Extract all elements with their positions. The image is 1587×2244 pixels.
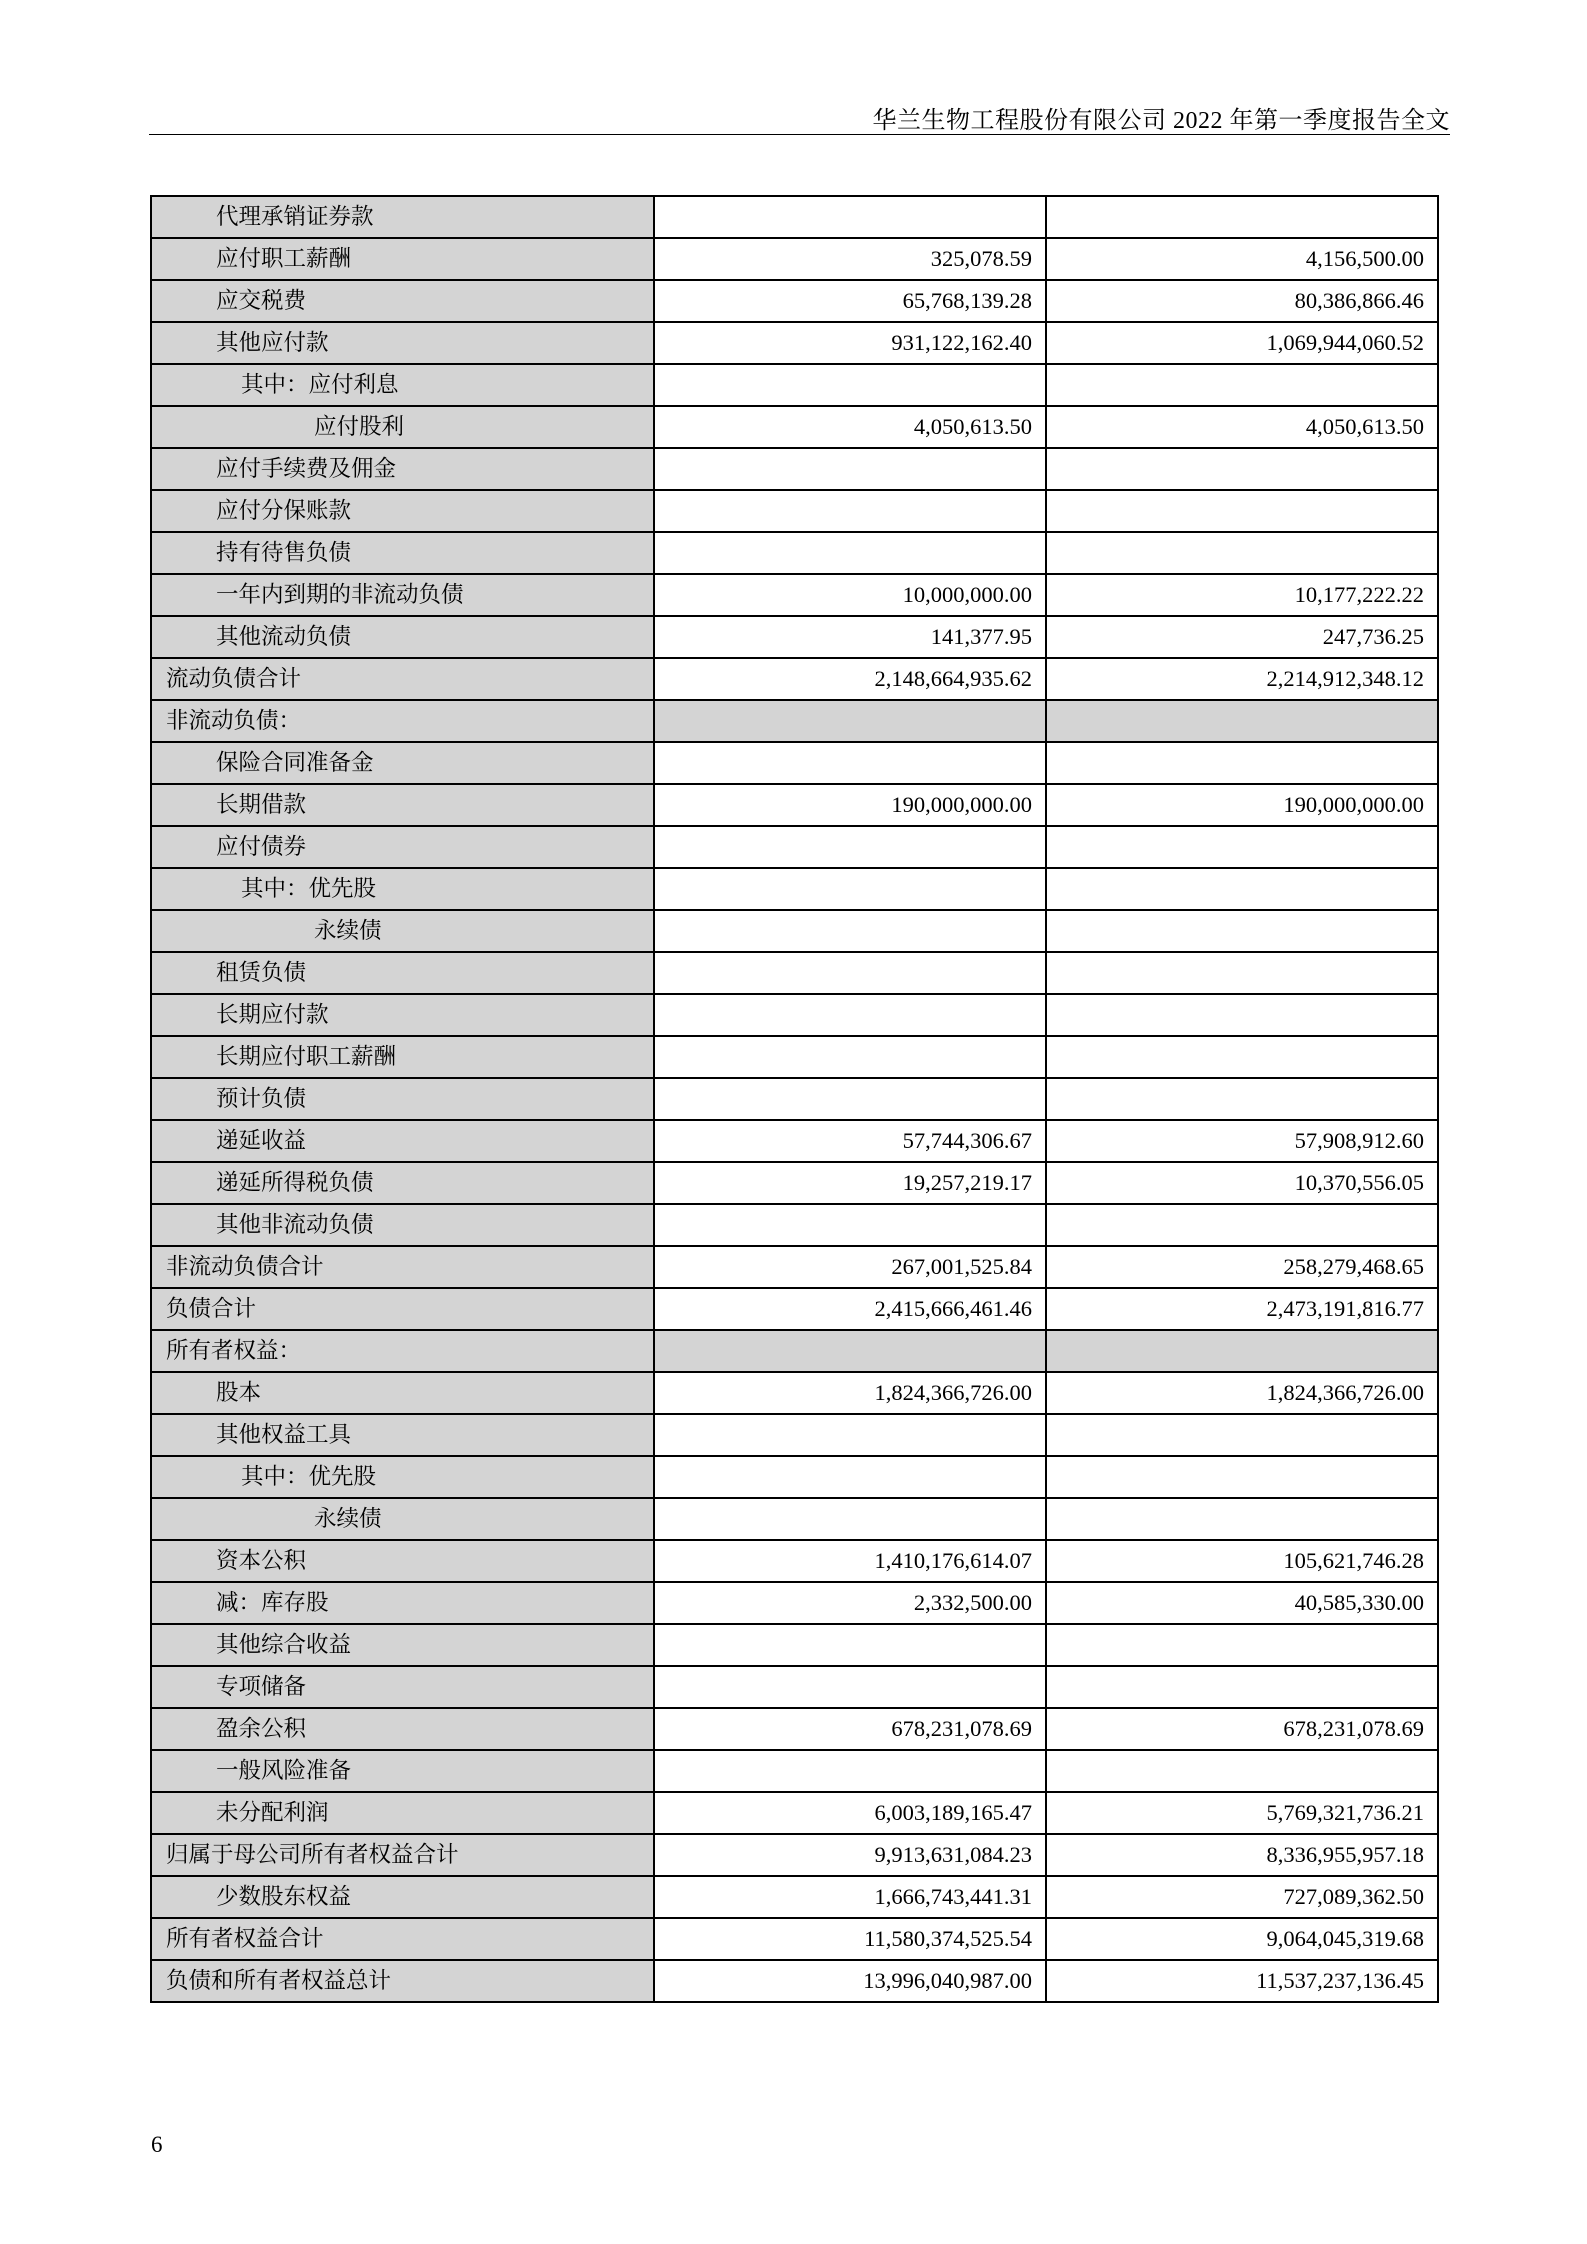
value-prior-year-end: 1,824,366,726.00	[1046, 1372, 1438, 1414]
value-period-end	[654, 952, 1046, 994]
value-prior-year-end: 678,231,078.69	[1046, 1708, 1438, 1750]
table-row	[151, 826, 1438, 868]
row-label: 应付债券	[151, 826, 654, 868]
value-prior-year-end: 10,177,222.22	[1046, 574, 1438, 616]
row-label: 其他流动负债	[151, 616, 654, 658]
table-row	[151, 1456, 1438, 1498]
row-label: 长期应付款	[151, 994, 654, 1036]
table-row	[151, 1750, 1438, 1792]
value-prior-year-end	[1046, 1456, 1438, 1498]
value-period-end	[654, 700, 1046, 742]
value-period-end	[654, 196, 1046, 238]
value-period-end: 10,000,000.00	[654, 574, 1046, 616]
value-prior-year-end	[1046, 490, 1438, 532]
row-label: 减：库存股	[151, 1582, 654, 1624]
row-label: 递延所得税负债	[151, 1162, 654, 1204]
value-period-end: 325,078.59	[654, 238, 1046, 280]
value-prior-year-end	[1046, 1750, 1438, 1792]
row-label: 专项储备	[151, 1666, 654, 1708]
value-prior-year-end	[1046, 1036, 1438, 1078]
value-prior-year-end: 105,621,746.28	[1046, 1540, 1438, 1582]
row-label: 非流动负债：	[151, 700, 654, 742]
value-period-end	[654, 1624, 1046, 1666]
table-row	[151, 196, 1438, 238]
table-row	[151, 1540, 1438, 1582]
table-row	[151, 364, 1438, 406]
value-period-end: 1,666,743,441.31	[654, 1876, 1046, 1918]
table-row	[151, 1960, 1438, 2002]
table-row	[151, 322, 1438, 364]
row-label: 其中：优先股	[151, 1456, 654, 1498]
value-prior-year-end	[1046, 1330, 1438, 1372]
table-row	[151, 1708, 1438, 1750]
row-label: 应付职工薪酬	[151, 238, 654, 280]
value-period-end: 9,913,631,084.23	[654, 1834, 1046, 1876]
value-prior-year-end: 190,000,000.00	[1046, 784, 1438, 826]
value-prior-year-end: 11,537,237,136.45	[1046, 1960, 1438, 2002]
value-prior-year-end	[1046, 1666, 1438, 1708]
value-prior-year-end	[1046, 364, 1438, 406]
value-prior-year-end: 80,386,866.46	[1046, 280, 1438, 322]
value-period-end: 1,410,176,614.07	[654, 1540, 1046, 1582]
value-period-end: 141,377.95	[654, 616, 1046, 658]
table-row	[151, 1120, 1438, 1162]
value-prior-year-end: 727,089,362.50	[1046, 1876, 1438, 1918]
row-label: 盈余公积	[151, 1708, 654, 1750]
value-period-end	[654, 532, 1046, 574]
table-row	[151, 1792, 1438, 1834]
value-prior-year-end: 4,050,613.50	[1046, 406, 1438, 448]
value-period-end: 13,996,040,987.00	[654, 1960, 1046, 2002]
table-row	[151, 1918, 1438, 1960]
table-row	[151, 1876, 1438, 1918]
value-period-end: 65,768,139.28	[654, 280, 1046, 322]
value-prior-year-end	[1046, 742, 1438, 784]
table-row	[151, 574, 1438, 616]
page-number: 6	[151, 2132, 163, 2157]
value-period-end: 2,415,666,461.46	[654, 1288, 1046, 1330]
table-row	[151, 1162, 1438, 1204]
table-row	[151, 1498, 1438, 1540]
row-label: 持有待售负债	[151, 532, 654, 574]
table-row	[151, 1036, 1438, 1078]
table-row	[151, 784, 1438, 826]
row-label: 其中：优先股	[151, 868, 654, 910]
value-period-end	[654, 490, 1046, 532]
row-label: 保险合同准备金	[151, 742, 654, 784]
row-label: 应付股利	[151, 406, 654, 448]
value-prior-year-end: 9,064,045,319.68	[1046, 1918, 1438, 1960]
row-label: 应付分保账款	[151, 490, 654, 532]
table-row	[151, 1666, 1438, 1708]
row-label: 其他综合收益	[151, 1624, 654, 1666]
value-prior-year-end: 247,736.25	[1046, 616, 1438, 658]
value-prior-year-end: 1,069,944,060.52	[1046, 322, 1438, 364]
table-row	[151, 742, 1438, 784]
table-row	[151, 1372, 1438, 1414]
row-label: 永续债	[151, 1498, 654, 1540]
row-label: 永续债	[151, 910, 654, 952]
table-row	[151, 490, 1438, 532]
value-prior-year-end	[1046, 448, 1438, 490]
value-period-end: 678,231,078.69	[654, 1708, 1046, 1750]
value-prior-year-end	[1046, 1624, 1438, 1666]
row-label: 所有者权益合计	[151, 1918, 654, 1960]
row-label: 负债和所有者权益总计	[151, 1960, 654, 2002]
row-label: 应付手续费及佣金	[151, 448, 654, 490]
row-label: 其中：应付利息	[151, 364, 654, 406]
value-period-end	[654, 1414, 1046, 1456]
row-label: 租赁负债	[151, 952, 654, 994]
value-prior-year-end	[1046, 532, 1438, 574]
value-period-end	[654, 994, 1046, 1036]
table-row	[151, 616, 1438, 658]
value-prior-year-end	[1046, 826, 1438, 868]
table-row	[151, 1582, 1438, 1624]
table-row	[151, 1624, 1438, 1666]
row-label: 未分配利润	[151, 1792, 654, 1834]
value-period-end: 4,050,613.50	[654, 406, 1046, 448]
header-rule	[149, 134, 1450, 135]
value-period-end: 11,580,374,525.54	[654, 1918, 1046, 1960]
section-header-row	[151, 700, 1438, 742]
value-prior-year-end	[1046, 868, 1438, 910]
value-period-end	[654, 1750, 1046, 1792]
row-label: 代理承销证券款	[151, 196, 654, 238]
value-period-end: 267,001,525.84	[654, 1246, 1046, 1288]
value-prior-year-end: 5,769,321,736.21	[1046, 1792, 1438, 1834]
value-prior-year-end: 10,370,556.05	[1046, 1162, 1438, 1204]
table-row	[151, 238, 1438, 280]
table-row	[151, 280, 1438, 322]
value-period-end: 190,000,000.00	[654, 784, 1046, 826]
table-row	[151, 1078, 1438, 1120]
value-prior-year-end: 4,156,500.00	[1046, 238, 1438, 280]
value-period-end	[654, 826, 1046, 868]
value-prior-year-end	[1046, 196, 1438, 238]
table-row	[151, 1288, 1438, 1330]
table-row	[151, 910, 1438, 952]
value-period-end	[654, 1456, 1046, 1498]
row-label: 资本公积	[151, 1540, 654, 1582]
value-prior-year-end: 2,473,191,816.77	[1046, 1288, 1438, 1330]
table-row	[151, 1834, 1438, 1876]
row-label: 长期应付职工薪酬	[151, 1036, 654, 1078]
value-prior-year-end	[1046, 1078, 1438, 1120]
value-period-end	[654, 742, 1046, 784]
report-header-title: 华兰生物工程股份有限公司 2022 年第一季度报告全文	[872, 108, 1450, 134]
value-period-end: 2,332,500.00	[654, 1582, 1046, 1624]
value-prior-year-end	[1046, 952, 1438, 994]
table-row	[151, 994, 1438, 1036]
value-period-end	[654, 1036, 1046, 1078]
value-period-end	[654, 1204, 1046, 1246]
value-period-end: 19,257,219.17	[654, 1162, 1046, 1204]
value-prior-year-end	[1046, 994, 1438, 1036]
value-period-end: 57,744,306.67	[654, 1120, 1046, 1162]
value-period-end	[654, 1498, 1046, 1540]
row-label: 其他应付款	[151, 322, 654, 364]
row-label: 预计负债	[151, 1078, 654, 1120]
row-label: 非流动负债合计	[151, 1246, 654, 1288]
table-row	[151, 448, 1438, 490]
table-row	[151, 868, 1438, 910]
value-prior-year-end	[1046, 910, 1438, 952]
value-prior-year-end	[1046, 1204, 1438, 1246]
table-row	[151, 532, 1438, 574]
section-header-row	[151, 1330, 1438, 1372]
value-period-end: 931,122,162.40	[654, 322, 1046, 364]
table-row	[151, 1204, 1438, 1246]
value-period-end	[654, 1666, 1046, 1708]
value-period-end	[654, 910, 1046, 952]
balance-sheet-table	[150, 195, 1439, 2003]
row-label: 股本	[151, 1372, 654, 1414]
row-label: 其他权益工具	[151, 1414, 654, 1456]
table-row	[151, 952, 1438, 994]
row-label: 归属于母公司所有者权益合计	[151, 1834, 654, 1876]
value-prior-year-end: 40,585,330.00	[1046, 1582, 1438, 1624]
value-period-end	[654, 1330, 1046, 1372]
row-label: 一般风险准备	[151, 1750, 654, 1792]
value-prior-year-end	[1046, 700, 1438, 742]
value-period-end	[654, 448, 1046, 490]
value-period-end: 1,824,366,726.00	[654, 1372, 1046, 1414]
value-prior-year-end: 258,279,468.65	[1046, 1246, 1438, 1288]
row-label: 所有者权益：	[151, 1330, 654, 1372]
row-label: 流动负债合计	[151, 658, 654, 700]
value-prior-year-end	[1046, 1414, 1438, 1456]
value-prior-year-end: 2,214,912,348.12	[1046, 658, 1438, 700]
table-row	[151, 1414, 1438, 1456]
value-period-end	[654, 1078, 1046, 1120]
value-prior-year-end	[1046, 1498, 1438, 1540]
row-label: 少数股东权益	[151, 1876, 654, 1918]
row-label: 负债合计	[151, 1288, 654, 1330]
row-label: 递延收益	[151, 1120, 654, 1162]
row-label: 其他非流动负债	[151, 1204, 654, 1246]
value-period-end: 6,003,189,165.47	[654, 1792, 1046, 1834]
row-label: 长期借款	[151, 784, 654, 826]
table-row	[151, 406, 1438, 448]
row-label: 应交税费	[151, 280, 654, 322]
table-row	[151, 658, 1438, 700]
value-period-end	[654, 364, 1046, 406]
value-prior-year-end: 8,336,955,957.18	[1046, 1834, 1438, 1876]
value-period-end	[654, 868, 1046, 910]
value-period-end: 2,148,664,935.62	[654, 658, 1046, 700]
row-label: 一年内到期的非流动负债	[151, 574, 654, 616]
value-prior-year-end: 57,908,912.60	[1046, 1120, 1438, 1162]
table-row	[151, 1246, 1438, 1288]
